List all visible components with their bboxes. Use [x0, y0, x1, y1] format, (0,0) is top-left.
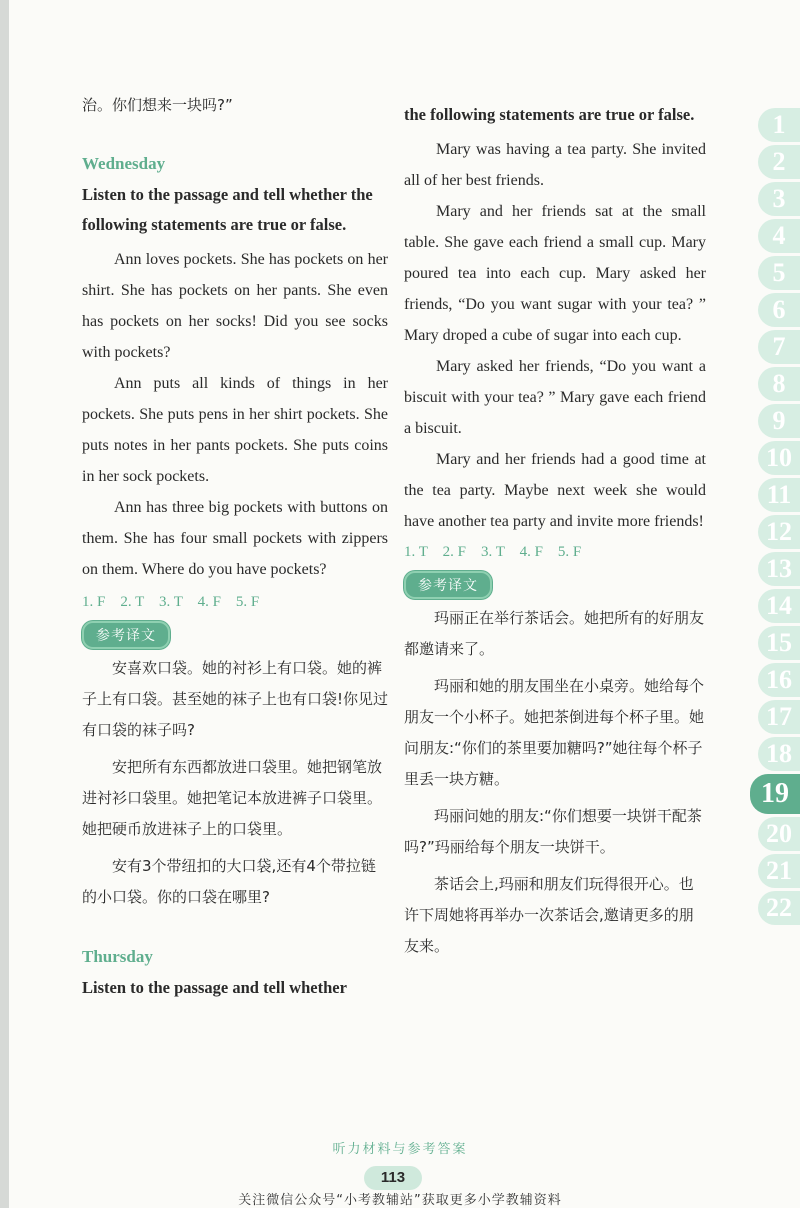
translation-badge: 参考译文	[404, 571, 492, 599]
thursday-instruction-end: the following statements are true or false.	[404, 105, 695, 124]
translation-badge-wrapper	[82, 621, 388, 649]
chapter-tab: 13	[758, 552, 800, 586]
translation-paragraph: 玛丽正在举行茶话会。她把所有的好朋友都邀请来了。	[404, 609, 705, 658]
chapter-tab: 20	[758, 817, 800, 851]
wednesday-answers: 1. F 2. T 3. T 4. F 5. F	[82, 594, 260, 610]
wednesday-passage	[82, 244, 388, 585]
right-column	[404, 100, 706, 962]
book-spine-edge	[0, 0, 9, 1208]
footer-note: 关注微信公众号“小考教辅站”获取更多小学教辅资料	[238, 1193, 562, 1208]
chapter-tab: 12	[758, 515, 800, 549]
passage-paragraph: Mary asked her friends, “Do you want a biscuit with your tea? ” Mary gave each friend a biscuit.	[404, 358, 706, 437]
chapter-tab: 21	[758, 854, 800, 888]
chapter-tab: 8	[758, 367, 800, 401]
chapter-tab: 22	[758, 891, 800, 925]
chapter-tab: 3	[758, 182, 800, 216]
footer-title: 听力材料与参考答案	[332, 1142, 468, 1157]
translation-badge: 参考译文	[82, 621, 170, 649]
chapter-tab: 16	[758, 663, 800, 697]
chapter-tab: 14	[758, 589, 800, 623]
translation-paragraph: 安把所有东西都放进口袋里。她把钢笔放进衬衫口袋里。她把笔记本放进裤子口袋里。她把硬币放进袜子上的口袋里。	[82, 758, 383, 838]
passage-paragraph: Ann loves pockets. She has pockets on her shirt. She has pockets on her pants. She even has pockets on her socks! Did you see socks with pockets?	[82, 251, 388, 361]
chapter-tab: 10	[758, 441, 800, 475]
passage-paragraph: Mary was having a tea party. She invited all of her best friends.	[404, 141, 706, 189]
wednesday-translation	[82, 653, 388, 913]
translation-badge-wrapper	[404, 571, 706, 599]
chapter-tab: 4	[758, 219, 800, 253]
chapter-tab: 17	[758, 700, 800, 734]
chapter-tab: 7	[758, 330, 800, 364]
translation-paragraph: 玛丽问她的朋友:“你们想要一块饼干配茶吗?”玛丽给每个朋友一块饼干。	[404, 807, 702, 856]
passage-paragraph: Ann has three big pockets with buttons on them. She has four small pockets with zippers on them. Where do you have pockets?	[82, 499, 388, 578]
thursday-translation	[404, 603, 706, 962]
thursday-passage	[404, 134, 706, 537]
translation-paragraph: 安有3个带纽扣的大口袋,还有4个带拉链的小口袋。你的口袋在哪里?	[82, 857, 376, 906]
translation-paragraph: 玛丽和她的朋友围坐在小桌旁。她给每个朋友一个小杯子。她把茶倒进每个杯子里。她问朋友:“你们的茶里要加糖吗?”她往每个杯子里丢一块方糖。	[404, 677, 705, 788]
chapter-tab: 15	[758, 626, 800, 660]
thursday-answers: 1. T 2. F 3. T 4. F 5. F	[404, 544, 582, 560]
page-number: 113	[364, 1166, 422, 1190]
chapter-tab: 5	[758, 256, 800, 290]
wednesday-heading: Wednesday	[82, 154, 166, 173]
translation-paragraph: 茶话会上,玛丽和朋友们玩得很开心。也许下周她将再举办一次茶话会,邀请更多的朋友来。	[404, 875, 694, 955]
translation-paragraph: 安喜欢口袋。她的衬衫上有口袋。她的裤子上有口袋。甚至她的袜子上也有口袋!你见过有口袋的袜子吗?	[82, 659, 389, 739]
chapter-tab: 11	[758, 478, 800, 512]
chapter-tab: 18	[758, 737, 800, 771]
passage-paragraph: Ann puts all kinds of things in her pockets. She puts pens in her shirt pockets. She puts notes in her pants pockets. She puts coins in her sock pockets.	[82, 375, 388, 485]
thursday-instruction-start: Listen to the passage and tell whether	[82, 978, 347, 997]
passage-paragraph: Mary and her friends had a good time at the tea party. Maybe next week she would have another tea party and invite more friends!	[404, 451, 706, 530]
wednesday-instruction: Listen to the passage and tell whether the following statements are true or false.	[82, 185, 373, 234]
left-column	[82, 90, 388, 1003]
chapter-tabs	[758, 108, 800, 928]
chapter-tab: 6	[758, 293, 800, 327]
chapter-tab: 1	[758, 108, 800, 142]
chapter-tab: 9	[758, 404, 800, 438]
chapter-tab-active: 19	[750, 774, 800, 814]
passage-paragraph: Mary and her friends sat at the small table. She gave each friend a small cup. Mary poured tea into each cup. Mary asked her friends, “Do you want sugar with your tea? ” Mary droped a cube of sugar into each cup.	[404, 203, 706, 344]
continued-translation: 治。你们想来一块吗?”	[82, 96, 233, 114]
chapter-tab: 2	[758, 145, 800, 179]
thursday-heading: Thursday	[82, 947, 153, 966]
